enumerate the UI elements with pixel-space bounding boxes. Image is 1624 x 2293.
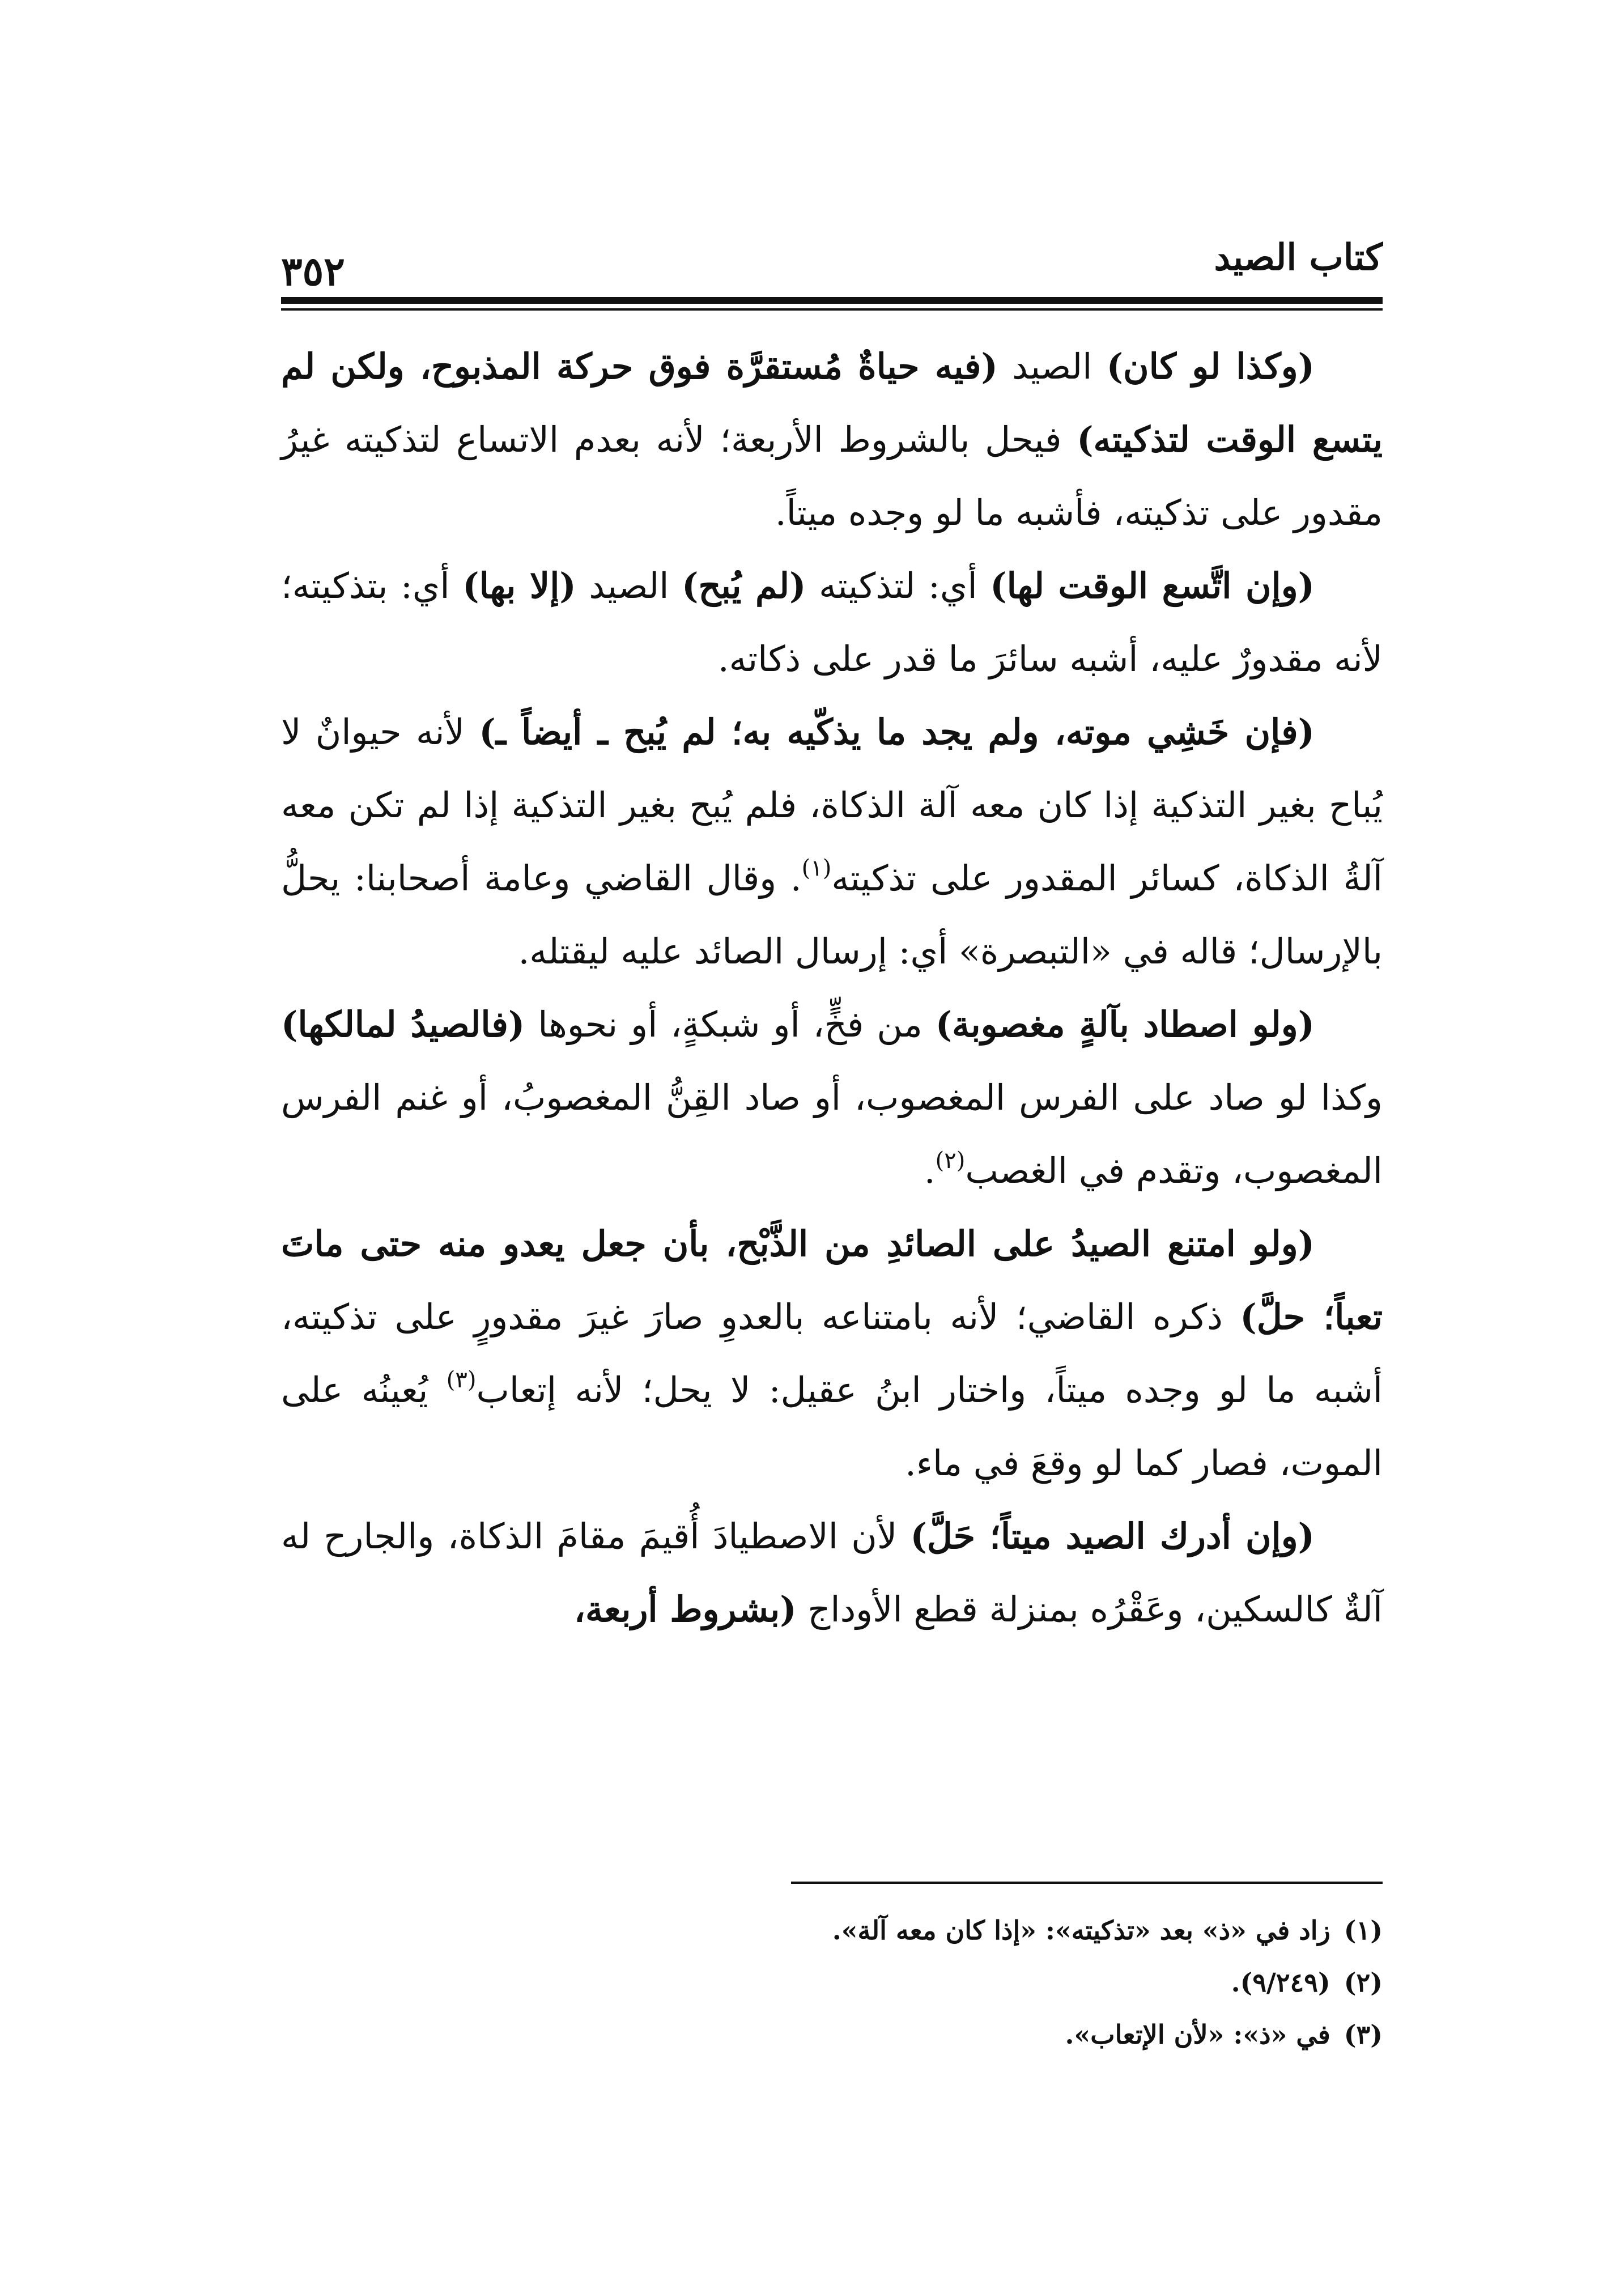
paragraph	[281, 549, 1383, 695]
paragraph	[281, 988, 1383, 1207]
footnote-text: في «ذ»: «لأن الإتعاب».	[1065, 2019, 1330, 2050]
sharh-text: ذكره القاضي؛ لأنه بامتناعه بالعدوِ صارَ غيرَ مقدورٍ على تذكيته، أشبه ما لو وجده ميتاً، واختار ابنُ عقيل: لا يحل؛ لأنه إتعاب	[281, 1296, 1383, 1411]
matn-text: (بشروط أربعة،	[574, 1589, 797, 1630]
chapter-title: كتاب الصيد	[1214, 236, 1383, 279]
matn-text: (فالصيدُ لمالكها)	[281, 1004, 525, 1045]
sharh-text: .	[924, 1150, 936, 1191]
paragraph	[281, 1207, 1383, 1500]
matn-text: (فإن خَشِي موته، ولم يجد ما يذكّيه به؛ لم يُبح ـ أيضاً ـ)	[479, 711, 1315, 753]
footnote-marker: (١)	[801, 855, 832, 881]
matn-text: (فيه حياةٌ مُستقرَّة فوق حركة المذبوح، ولكن لم يتسع الوقت لتذكيته)	[281, 346, 1383, 460]
sharh-text: أي: لتذكيته	[806, 565, 990, 606]
matn-text: (ولو امتنع الصيدُ على الصائدِ من الذَّبْح، بأن جعل يعدو منه حتى ماتَ تعباً؛ حلَّ)	[281, 1223, 1383, 1337]
header-rule-thick	[281, 297, 1383, 304]
sharh-text: لأن الاصطيادَ أُقيمَ مقامَ الذكاة، والجارح له آلةٌ كالسكين، وعَقْرُه بمنزلة قطع الأوداج	[281, 1515, 1383, 1630]
sharh-text: وكذا لو صاد على الفرس المغصوب، أو صاد القِنُّ المغصوبُ، أو غنم الفرس المغصوب، وتقدم في الغصب	[281, 1077, 1383, 1191]
footnote-marker: (٢)	[935, 1148, 966, 1174]
footnote	[281, 1956, 1383, 2009]
footnote-text: زاد في «ذ» بعد «تذكيته»: «إذا كان معه آلة».	[832, 1915, 1330, 1946]
footnote-text: (٩/٢٤٩).	[1231, 1967, 1330, 1998]
footnote-number: (١)	[1344, 1915, 1383, 1946]
page-number: ٣٥٢	[281, 248, 345, 295]
header-rule-thin	[281, 308, 1383, 311]
main-text	[281, 330, 1383, 1646]
sharh-text: من فخٍّ، أو شبكةٍ، أو نحوها	[525, 1004, 936, 1045]
footnote-number: (٣)	[1344, 2019, 1383, 2050]
paragraph	[281, 330, 1383, 549]
footnote	[281, 1904, 1383, 1956]
sharh-text: . وقال القاضي وعامة أصحابنا: يحلُّ بالإرسال؛ قاله في «التبصرة» أي: إرسال الصائد عليه ليقتله.	[281, 857, 1383, 972]
footnote-number: (٢)	[1344, 1967, 1383, 1998]
matn-text: (وإن أدرك الصيد ميتاً؛ حَلَّ)	[910, 1515, 1315, 1557]
sharh-text: فيحل بالشروط الأربعة؛ لأنه بعدم الاتساع لتذكيته غيرُ مقدور على تذكيته، فأشبه ما لو وجده ميتاً.	[281, 419, 1383, 533]
matn-text: (وإن اتَّسع الوقت لها)	[990, 565, 1315, 606]
sharh-text: الصيد	[576, 565, 682, 606]
paragraph	[281, 695, 1383, 988]
footnote	[281, 2009, 1383, 2061]
sharh-text: الصيد	[997, 346, 1107, 387]
running-header	[281, 232, 1383, 300]
sharh-text: لأنه حيوانٌ لا يُباح بغير التذكية إذا كان معه آلة الذكاة، فلم يُبح بغير التذكية إذا لم تكن معه آلةُ الذكاة، كسائر المقدور على تذكيته	[281, 711, 1383, 899]
matn-text: (لم يُبح)	[682, 565, 806, 606]
footnote-separator	[791, 1882, 1383, 1884]
matn-text: (إلا بها)	[462, 565, 576, 606]
footnotes	[281, 1904, 1383, 2061]
paragraph	[281, 1500, 1383, 1646]
sharh-text: أي: بتذكيته؛ لأنه مقدورٌ عليه، أشبه سائرَ ما قدر على ذكاته.	[281, 565, 1383, 680]
sharh-text: يُعينُه على الموت، فصار كما لو وقعَ في ماء.	[281, 1369, 1383, 1484]
matn-text: (وكذا لو كان)	[1106, 346, 1315, 387]
matn-text: (ولو اصطاد بآلةٍ مغصوبة)	[935, 1004, 1315, 1045]
footnote-marker: (٣)	[446, 1367, 477, 1393]
